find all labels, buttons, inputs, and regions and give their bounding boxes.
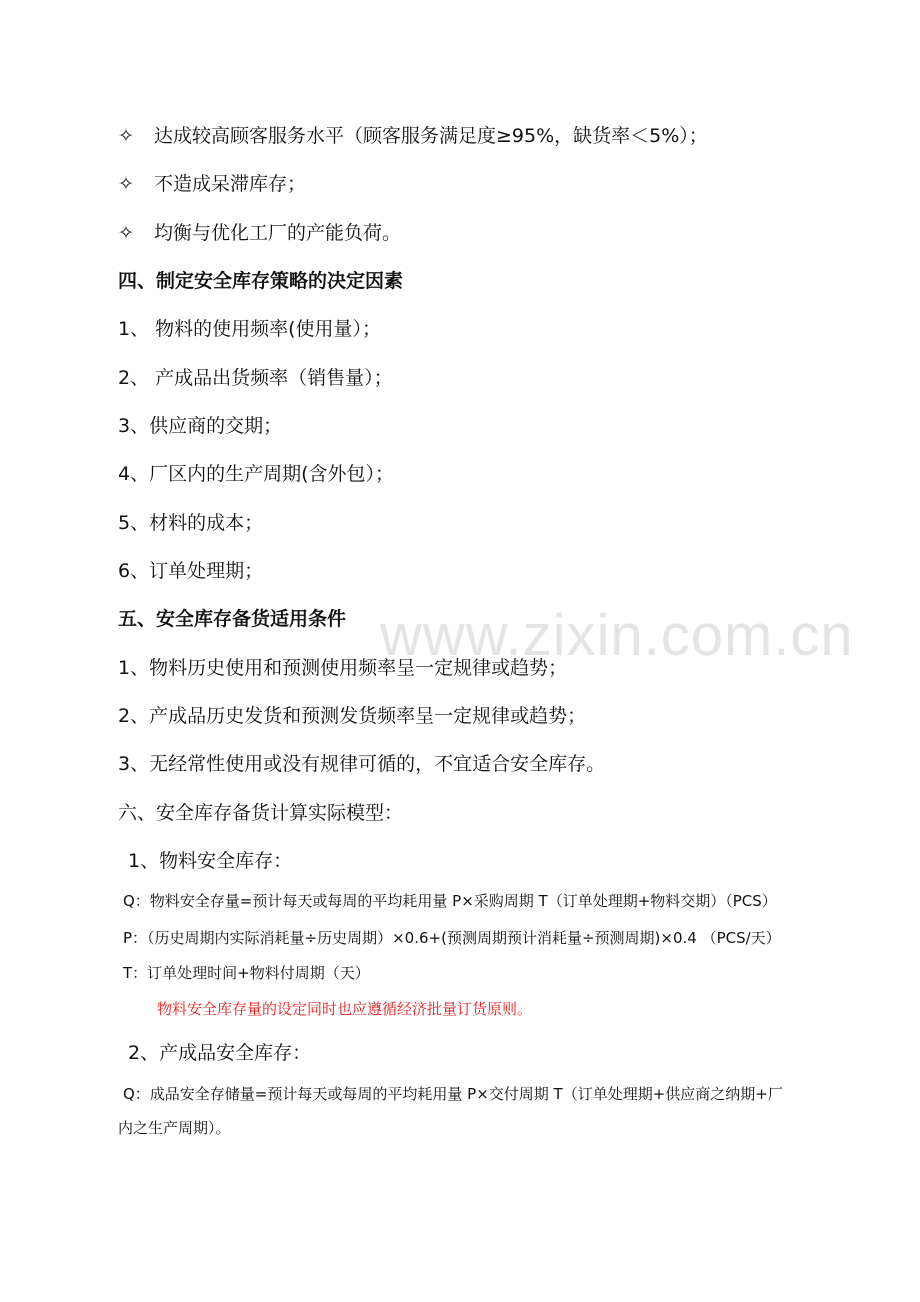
formula-q: Q：物料安全存量=预计每天或每周的平均耗用量 P×采购周期 T（订单处理期+物料交期）（PCS） [123,892,777,910]
condition-item: 3、无经常性使用或没有规律可循的，不宜适合安全库存。 [118,753,606,775]
formula-t: T：订单处理时间+物料付周期（天） [123,964,370,982]
condition-item: 2、产成品历史发货和预测发货频率呈一定规律或趋势； [118,705,587,727]
formula-q-line1: Q：成品安全存储量=预计每天或每周的平均耗用量 P×交付周期 T（订单处理期+供应商之纳期+厂 [123,1085,783,1103]
factor-item: 2、 产成品出货频率（销售量）； [118,367,393,389]
sparkle-icon: ✧ [118,173,134,195]
formula-p: P：（历史周期内实际消耗量÷历史周期）×0.6+(预测周期预计消耗量÷预测周期)×0.4 （PCS/天） [123,929,781,947]
subsection-2-heading: 2、产成品安全库存： [128,1042,312,1064]
bullet-text: 均衡与优化工厂的产能负荷。 [154,222,402,244]
note-text: 物料安全库存量的设定同时也应遵循经济批量订货原则。 [157,1000,533,1018]
factor-item: 6、订单处理期； [118,560,264,582]
condition-item: 1、物料历史使用和预测使用频率呈一定规律或趋势； [118,657,568,679]
section-4-heading: 四、制定安全库存策略的决定因素 [118,270,404,292]
watermark: www.zixin.com.cn [380,603,854,668]
sparkle-icon: ✧ [118,222,134,244]
factor-item: 4、厂区内的生产周期(含外包）； [118,463,395,485]
sparkle-icon: ✧ [118,125,134,147]
factor-item: 3、供应商的交期； [118,415,283,437]
formula-q-line2: 内之生产周期）。 [118,1119,231,1137]
section-6-heading: 六、安全库存备货计算实际模型： [118,802,404,824]
bullet-text: 达成较高顾客服务水平（顾客服务满足度≥95%，缺货率＜5%）； [154,125,708,147]
subsection-1-heading: 1、物料安全库存： [128,850,293,872]
factor-item: 5、材料的成本； [118,512,264,534]
section-5-heading: 五、安全库存备货适用条件 [118,608,347,630]
factor-item: 1、 物料的使用频率(使用量）； [118,318,382,340]
bullet-text: 不造成呆滞库存； [154,173,307,195]
